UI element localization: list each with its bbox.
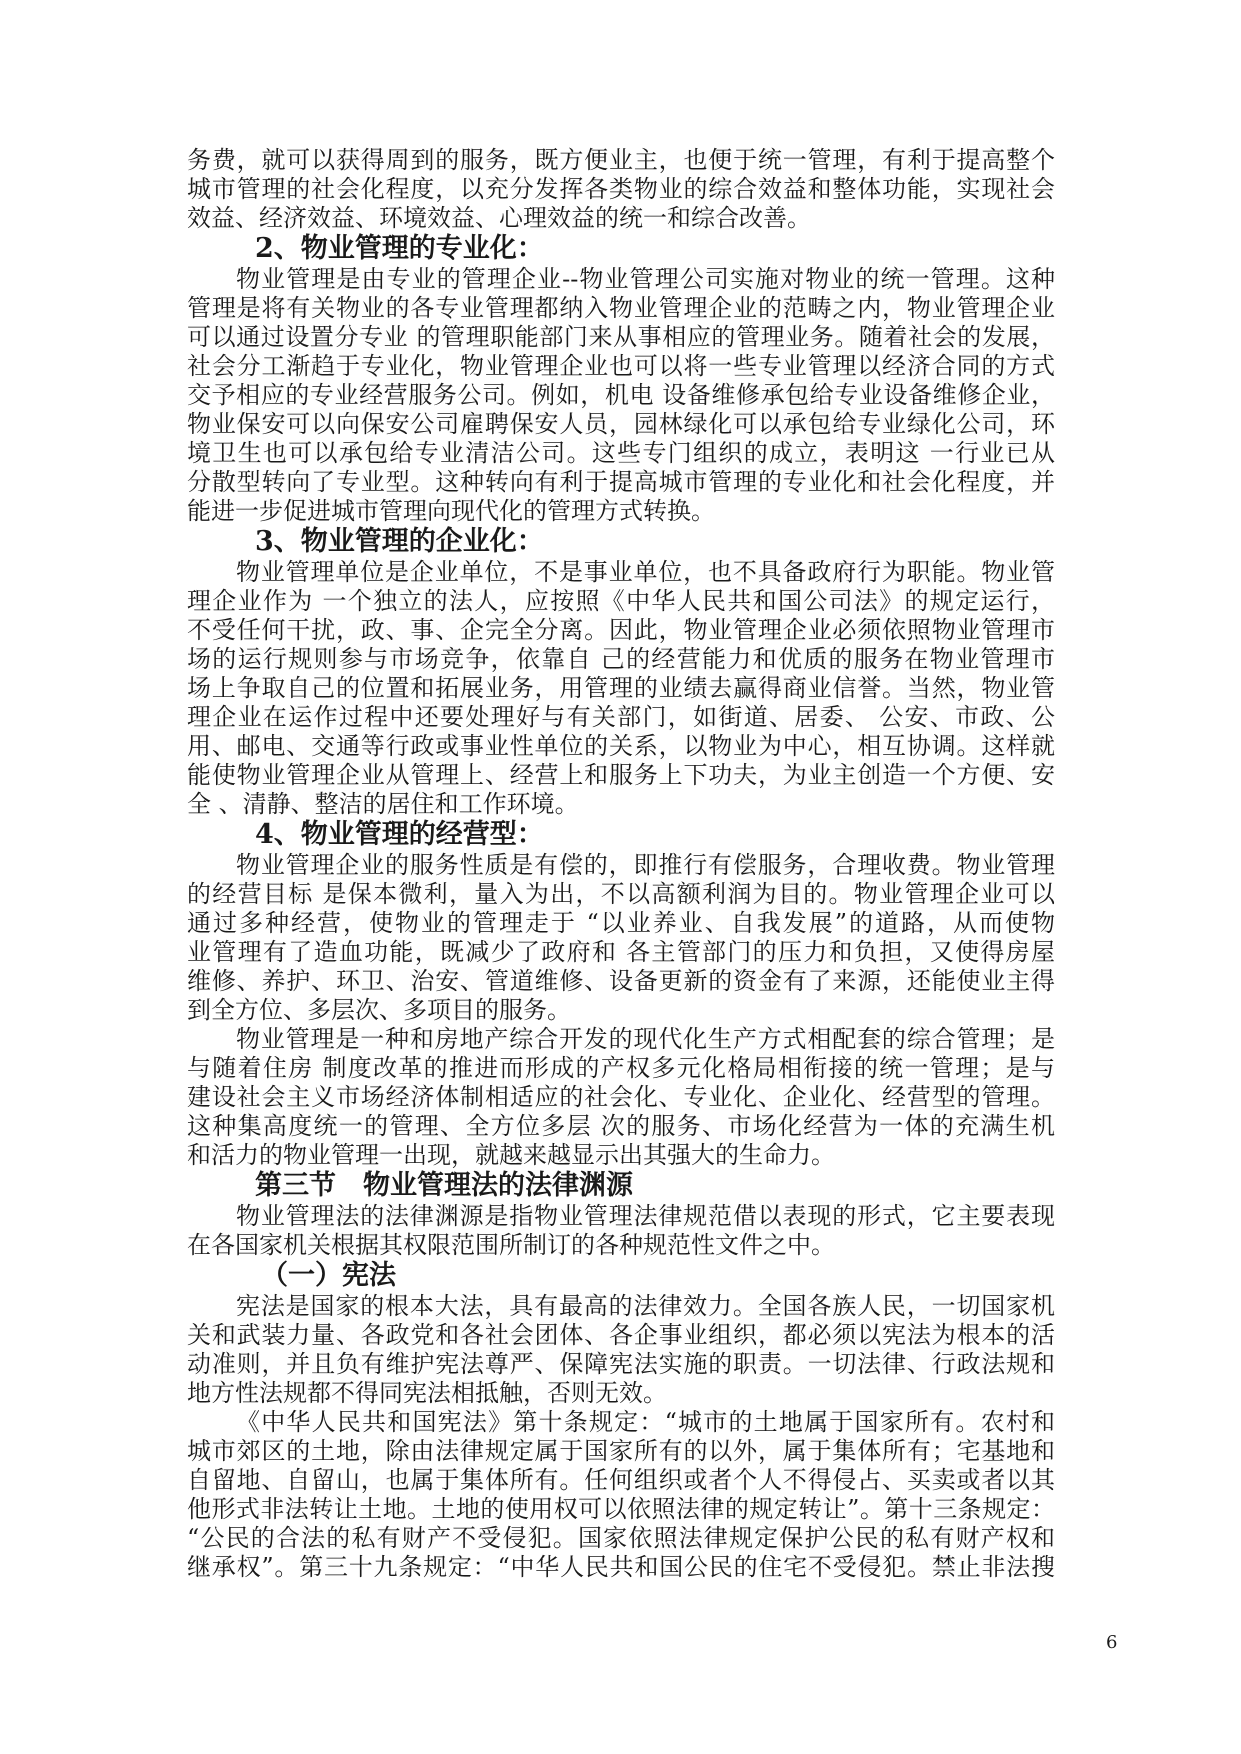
- paragraph: [187, 1025, 1055, 1170]
- text-line: 城市管理的社会化程度，以充分发挥各类物业的综合效益和整体功能，实现社会: [187, 175, 1055, 203]
- text-line: 理企业作为 一个独立的法人，应按照《中华人民共和国公司法》的规定运行，: [187, 587, 1055, 615]
- text-line: 宪法是国家的根本大法，具有最高的法律效力。全国各族人民，一切国家机: [236, 1292, 1055, 1320]
- paragraph: [187, 558, 1055, 819]
- text-line: 的经营目标 是保本微利，量入为出，不以高额利润为目的。物业管理企业可以: [187, 880, 1055, 908]
- text-line: 这种集高度统一的管理、全方位多层 次的服务、市场化经营为一体的充满生机: [187, 1112, 1055, 1140]
- text-line: 物业管理是由专业的管理企业--物业管理公司实施对物业的统一管理。这种: [236, 265, 1055, 293]
- text-line: 自留地、自留山，也属于集体所有。任何组织或者个人不得侵占、买卖或者以其: [187, 1466, 1055, 1494]
- text-line: 城市郊区的土地，除由法律规定属于国家所有的以外，属于集体所有；宅基地和: [187, 1437, 1055, 1465]
- paragraph: [187, 851, 1055, 1025]
- text-line: 业管理有了造血功能，既减少了政府和 各主管部门的压力和负担，又使得房屋: [187, 938, 1055, 966]
- text-line: 物业管理法的法律渊源是指物业管理法律规范借以表现的形式，它主要表现: [236, 1202, 1055, 1230]
- document-body: [187, 146, 1055, 1582]
- text-line: 用、邮电、交通等行政或事业性单位的关系，以物业为中心，相互协调。这样就: [187, 732, 1055, 760]
- paragraph: [187, 265, 1055, 526]
- text-line: 能进一步促进城市管理向现代化的管理方式转换。: [187, 497, 715, 525]
- text-line: 通过多种经营，使物业的管理走于 “以业养业、自我发展”的道路，从而使物: [187, 909, 1055, 937]
- text-line: 他形式非法转让土地。土地的使用权可以依照法律的规定转让”。第十三条规定：: [187, 1495, 1055, 1523]
- text-line: 管理是将有关物业的各专业管理都纳入物业管理企业的范畴之内，物业管理企业: [187, 294, 1055, 322]
- text-line: 场的运行规则参与市场竞争，依靠自 己的经营能力和优质的服务在物业管理市: [187, 645, 1055, 673]
- text-line: 物业管理是一种和房地产综合开发的现代化生产方式相配套的综合管理；是: [236, 1025, 1055, 1053]
- section-heading: 第三节 物业管理法的法律渊源: [255, 1170, 633, 1201]
- text-line: 与随着住房 制度改革的推进而形成的产权多元化格局相衔接的统一管理；是与: [187, 1054, 1055, 1082]
- text-line: 可以通过设置分专业 的管理职能部门来从事相应的管理业务。随着社会的发展，: [187, 323, 1055, 351]
- text-line: 不受任何干扰，政、事、企完全分离。因此，物业管理企业必须依照物业管理市: [187, 616, 1055, 644]
- paragraph: [187, 146, 1055, 233]
- text-line: 到全方位、多层次、多项目的服务。: [187, 996, 571, 1024]
- text-line: 效益、经济效益、环境效益、心理效益的统一和综合改善。: [187, 204, 811, 232]
- text-line: 交予相应的专业经营服务公司。例如，机电 设备维修承包给专业设备维修企业，: [187, 381, 1055, 409]
- section-heading: 2、物业管理的专业化：: [255, 233, 544, 264]
- subsection-heading: （一）宪法: [261, 1260, 396, 1291]
- text-line: 场上争取自己的位置和拓展业务，用管理的业绩去赢得商业信誉。当然，物业管: [187, 674, 1055, 702]
- text-line: 分散型转向了专业型。这种转向有利于提高城市管理的专业化和社会化程度，并: [187, 468, 1055, 496]
- text-line: 和活力的物业管理一出现，就越来越显示出其强大的生命力。: [187, 1141, 835, 1169]
- section-heading: 4、物业管理的经营型：: [255, 819, 544, 850]
- text-line: 物业管理单位是企业单位，不是事业单位，也不具备政府行为职能。物业管: [236, 558, 1055, 586]
- text-line: 动准则，并且负有维护宪法尊严、保障宪法实施的职责。一切法律、行政法规和: [187, 1350, 1055, 1378]
- text-line: 地方性法规都不得同宪法相抵触，否则无效。: [187, 1379, 667, 1407]
- text-line: 在各国家机关根据其权限范围所制订的各种规范性文件之中。: [187, 1231, 835, 1259]
- text-line: “公民的合法的私有财产不受侵犯。国家依照法律规定保护公民的私有财产权和: [187, 1524, 1055, 1552]
- section-heading: 3、物业管理的企业化：: [255, 526, 544, 557]
- text-line: 物业管理企业的服务性质是有偿的，即推行有偿服务，合理收费。物业管理: [236, 851, 1055, 879]
- text-line: 《中华人民共和国宪法》第十条规定：“城市的土地属于国家所有。农村和: [236, 1408, 1055, 1436]
- paragraph: [187, 1408, 1055, 1582]
- page-number: 6: [1106, 1632, 1118, 1653]
- text-line: 物业保安可以向保安公司雇聘保安人员，园林绿化可以承包给专业绿化公司，环: [187, 410, 1055, 438]
- text-line: 继承权”。第三十九条规定：“中华人民共和国公民的住宅不受侵犯。禁止非法搜: [187, 1553, 1055, 1581]
- text-line: 社会分工渐趋于专业化，物业管理企业也可以将一些专业管理以经济合同的方式: [187, 352, 1055, 380]
- text-line: 理企业在运作过程中还要处理好与有关部门，如街道、居委、 公安、市政、公: [187, 703, 1055, 731]
- text-line: 维修、养护、环卫、治安、管道维修、设备更新的资金有了来源，还能使业主得: [187, 967, 1055, 995]
- text-line: 境卫生也可以承包给专业清洁公司。这些专门组织的成立，表明这 一行业已从: [187, 439, 1055, 467]
- text-line: 建设社会主义市场经济体制相适应的社会化、专业化、企业化、经营型的管理。: [187, 1083, 1055, 1111]
- paragraph: [187, 1292, 1055, 1408]
- text-line: 关和武装力量、各政党和各社会团体、各企事业组织，都必须以宪法为根本的活: [187, 1321, 1055, 1349]
- text-line: 全 、清静、整洁的居住和工作环境。: [187, 790, 579, 818]
- text-line: 能使物业管理企业从管理上、经营上和服务上下功夫，为业主创造一个方便、安: [187, 761, 1055, 789]
- paragraph: [187, 1202, 1055, 1260]
- text-line: 务费，就可以获得周到的服务，既方便业主，也便于统一管理，有利于提高整个: [187, 146, 1055, 174]
